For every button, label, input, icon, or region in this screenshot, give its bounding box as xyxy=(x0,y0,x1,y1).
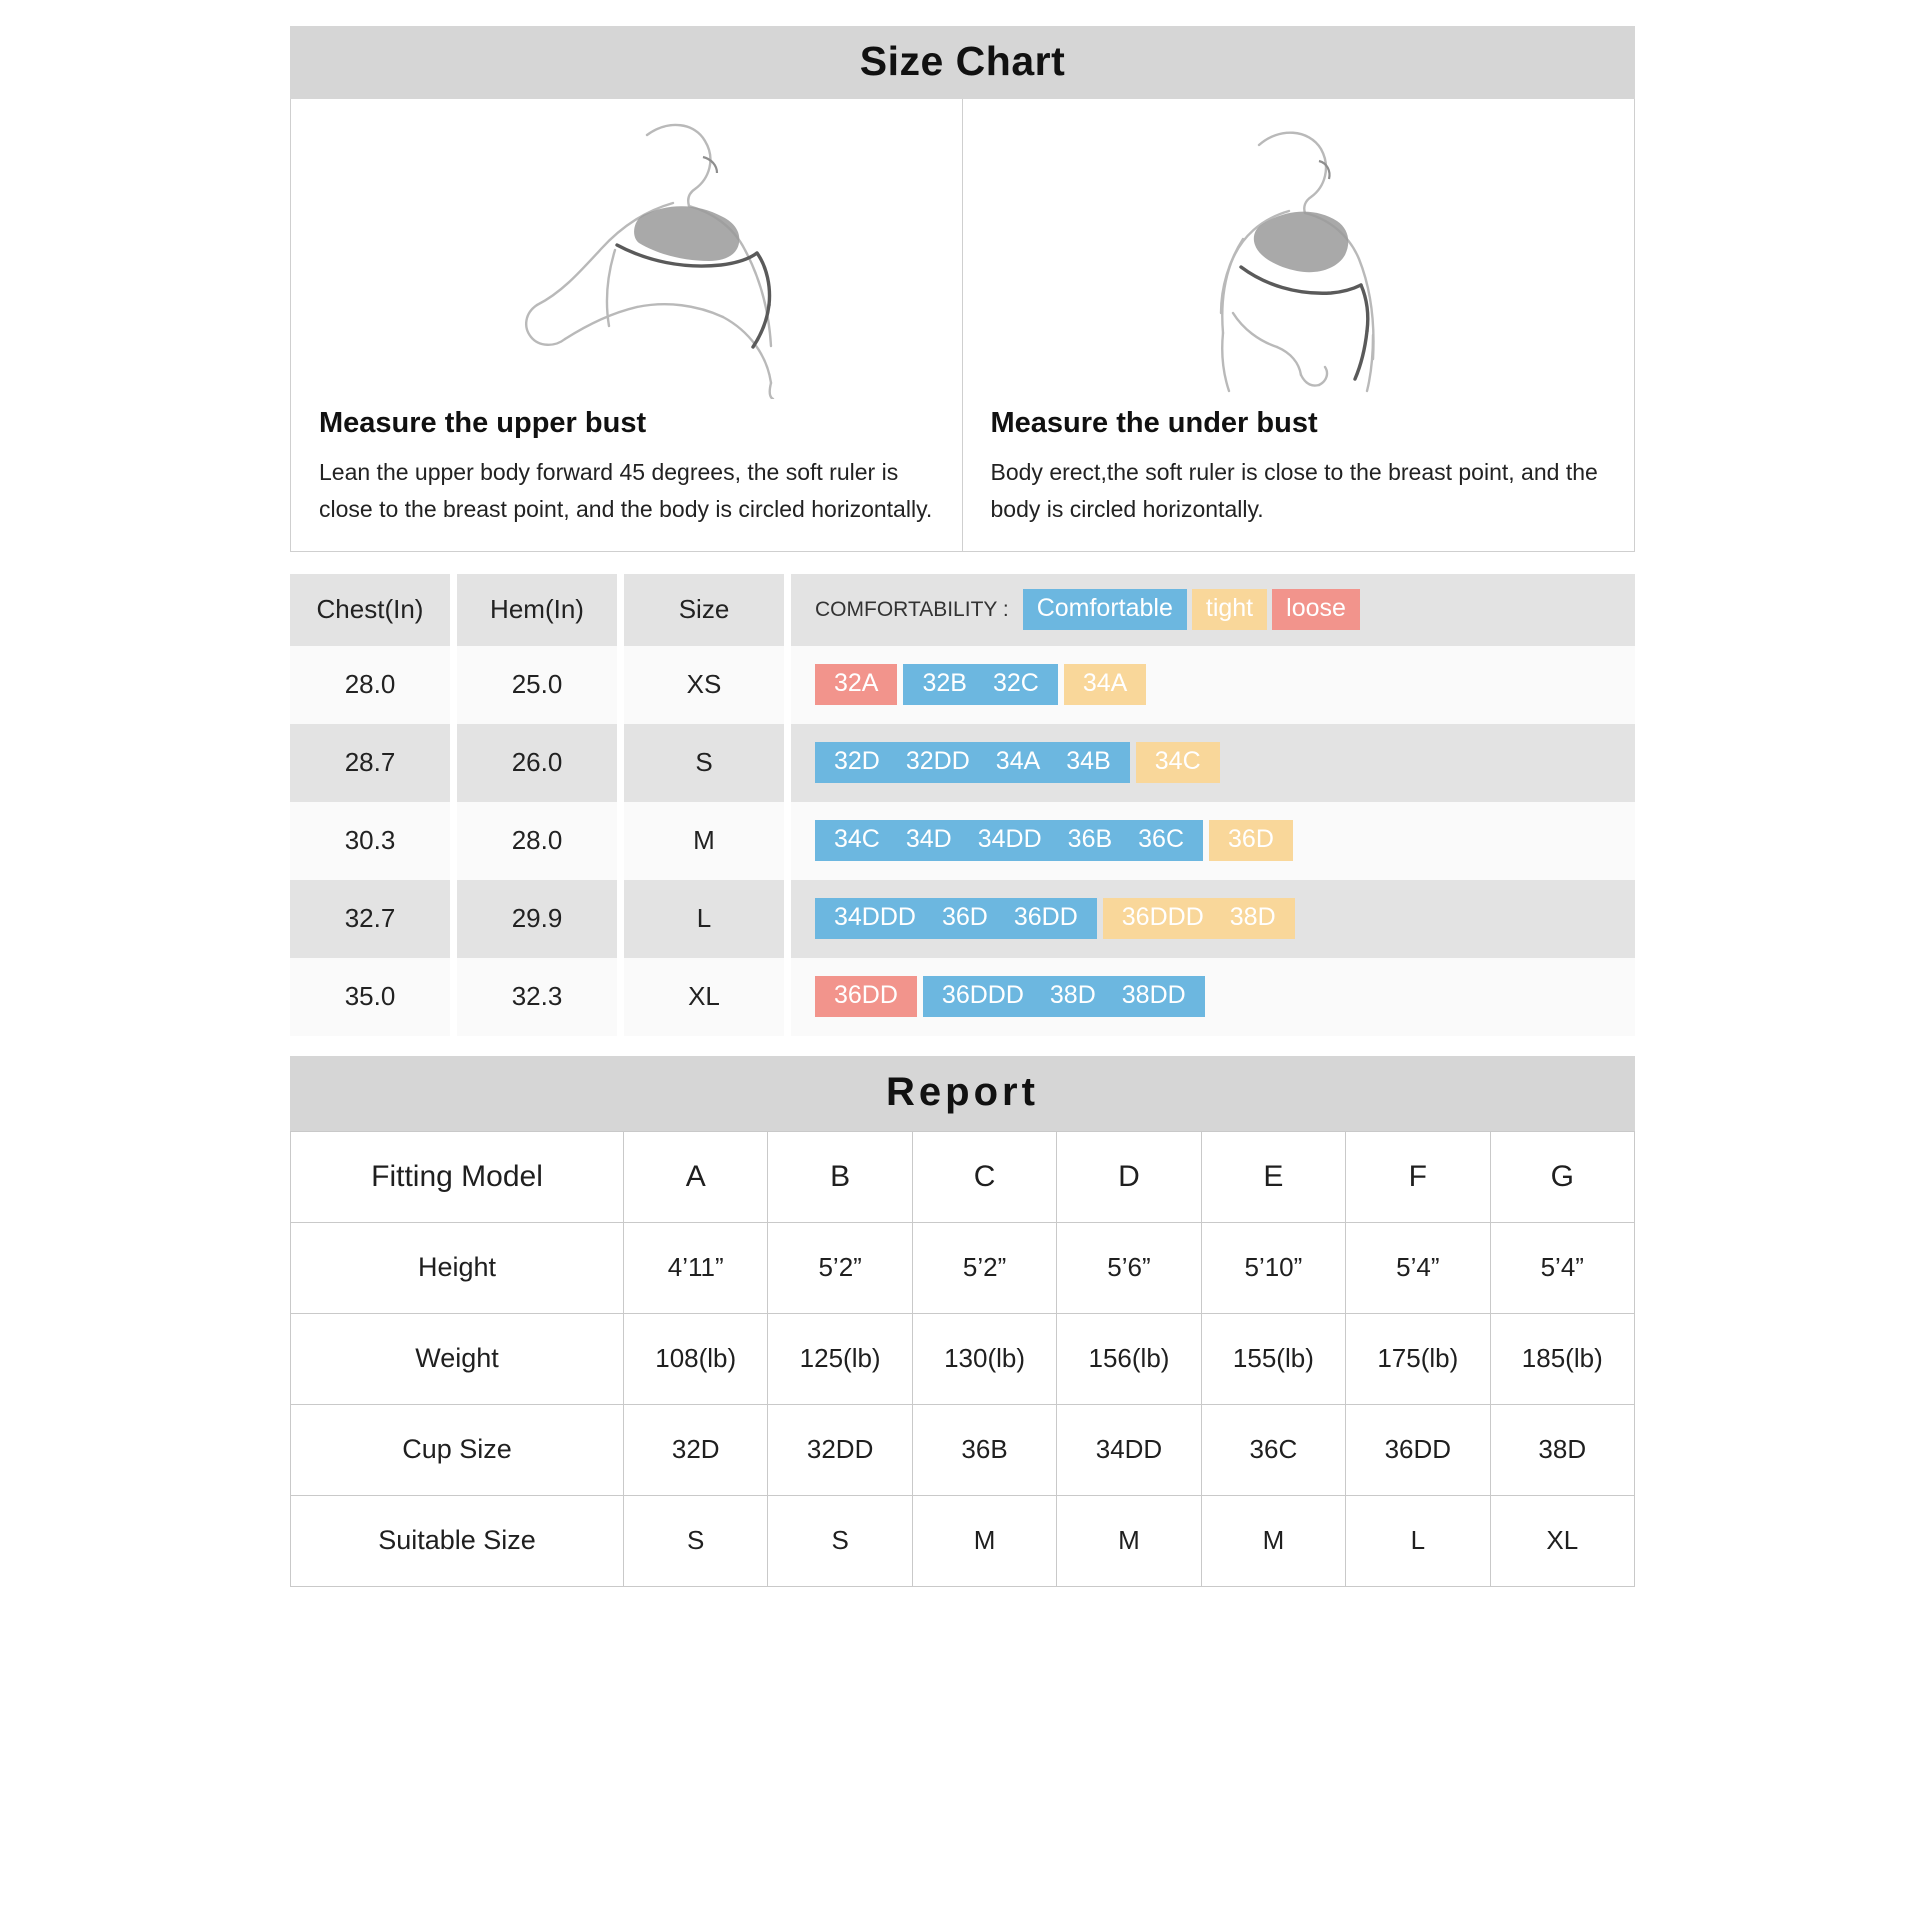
cup-size-chip: 36C xyxy=(1138,825,1185,853)
cup-run-red xyxy=(815,664,897,705)
report-cell: 32D xyxy=(624,1404,768,1495)
report-cell: 156(lb) xyxy=(1057,1313,1201,1404)
report-cell: 36C xyxy=(1201,1404,1345,1495)
panel-under-bust-heading: Measure the under bust xyxy=(990,407,1318,439)
report-cell: C xyxy=(912,1131,1056,1222)
table-spacer xyxy=(450,958,457,1036)
report-row-label: Suitable Size xyxy=(291,1495,624,1586)
cup-size-chip: 34D xyxy=(905,825,952,853)
report-row xyxy=(291,1313,1635,1404)
panel-under-bust-body: Body erect,the soft ruler is close to the breast point, and the body is circled horizontally. xyxy=(990,459,1598,523)
table-spacer xyxy=(784,574,791,646)
table-spacer xyxy=(617,958,624,1036)
size-cell-hem: 25.0 xyxy=(457,646,617,724)
size-table-row xyxy=(290,958,1635,1036)
report-cell: 5’4” xyxy=(1490,1222,1634,1313)
size-cell-chest: 28.0 xyxy=(290,646,450,724)
size-cell-size: M xyxy=(624,802,784,880)
size-table-header-size: Size xyxy=(624,574,784,646)
cup-run-yellow xyxy=(1064,664,1146,705)
report-table xyxy=(290,1131,1635,1587)
cup-size-chip: 38D xyxy=(1049,981,1096,1009)
table-spacer xyxy=(450,646,457,724)
report-cell: L xyxy=(1346,1495,1490,1586)
cup-size-chip: 36DD xyxy=(834,981,898,1009)
size-cell-hem: 32.3 xyxy=(457,958,617,1036)
report-cell: E xyxy=(1201,1131,1345,1222)
size-table-row xyxy=(290,802,1635,880)
cup-size-chip: 38D xyxy=(1229,903,1276,931)
report-cell: 155(lb) xyxy=(1201,1313,1345,1404)
size-chart-sheet xyxy=(290,26,1635,1587)
size-cell-hem: 26.0 xyxy=(457,724,617,802)
report-row xyxy=(291,1495,1635,1586)
cup-size-cell xyxy=(791,646,1635,724)
legend-chip-loose: loose xyxy=(1272,589,1360,631)
report-row-label: Weight xyxy=(291,1313,624,1404)
comfortability-label: COMFORTABILITY : xyxy=(815,597,1009,621)
size-table-row xyxy=(290,646,1635,724)
cup-run-blue xyxy=(903,664,1057,705)
report-cell: B xyxy=(768,1131,912,1222)
cup-size-chip: 38DD xyxy=(1121,981,1186,1009)
report-row xyxy=(291,1131,1635,1222)
report-cell: 125(lb) xyxy=(768,1313,912,1404)
report-cell: 108(lb) xyxy=(624,1313,768,1404)
legend-chip-tight: tight xyxy=(1192,589,1267,631)
upper-bust-measure-illustration xyxy=(291,99,962,399)
cup-run-blue xyxy=(923,976,1205,1017)
table-spacer xyxy=(617,802,624,880)
report-title: Report xyxy=(290,1056,1635,1131)
table-spacer xyxy=(784,958,791,1036)
report-cell: 5’6” xyxy=(1057,1222,1201,1313)
measure-panels xyxy=(290,99,1635,552)
report-cell: M xyxy=(912,1495,1056,1586)
cup-run-blue xyxy=(815,898,1097,939)
size-table-header-row xyxy=(290,574,1635,646)
page-title: Size Chart xyxy=(290,26,1635,99)
cup-size-chip: 32A xyxy=(834,669,879,697)
cup-size-chip: 34A xyxy=(1082,669,1128,697)
report-cell: 5’4” xyxy=(1346,1222,1490,1313)
report-cell: 185(lb) xyxy=(1490,1313,1634,1404)
report-cell: 130(lb) xyxy=(912,1313,1056,1404)
size-cell-size: L xyxy=(624,880,784,958)
cup-size-chip: 34DDD xyxy=(834,903,916,931)
panel-upper-bust-text xyxy=(291,407,962,551)
comfortability-legend xyxy=(791,574,1635,646)
cup-size-chip: 34B xyxy=(1066,747,1111,775)
cup-size-chip: 32DD xyxy=(905,747,970,775)
cup-size-cell xyxy=(791,958,1635,1036)
cup-size-chip: 32C xyxy=(992,669,1039,697)
cup-size-cell xyxy=(791,724,1635,802)
size-table-row xyxy=(290,880,1635,958)
cup-size-cell xyxy=(791,880,1635,958)
report-cell: M xyxy=(1201,1495,1345,1586)
panel-upper-bust-body: Lean the upper body forward 45 degrees, the soft ruler is close to the breast point, and the body is circled horizontally. xyxy=(319,459,933,523)
report-cell: F xyxy=(1346,1131,1490,1222)
table-spacer xyxy=(784,802,791,880)
cup-size-cell xyxy=(791,802,1635,880)
cup-size-chip: 36DDD xyxy=(1121,903,1204,931)
report-cell: S xyxy=(768,1495,912,1586)
report-cell: 5’2” xyxy=(768,1222,912,1313)
cup-size-chip: 36DDD xyxy=(941,981,1024,1009)
size-table-header-hem: Hem(In) xyxy=(457,574,617,646)
size-table-header-chest: Chest(In) xyxy=(290,574,450,646)
cup-size-chip: 32B xyxy=(922,669,967,697)
report-cell: 36DD xyxy=(1346,1404,1490,1495)
size-cell-hem: 29.9 xyxy=(457,880,617,958)
report-cell: D xyxy=(1057,1131,1201,1222)
report-cell: 34DD xyxy=(1057,1404,1201,1495)
report-cell: 5’2” xyxy=(912,1222,1056,1313)
panel-upper-bust xyxy=(291,99,963,551)
cup-size-chip: 36D xyxy=(1228,825,1274,853)
report-row-label: Fitting Model xyxy=(291,1131,624,1222)
cup-size-chip: 34C xyxy=(1154,747,1201,775)
report-cell: A xyxy=(624,1131,768,1222)
report-cell: 175(lb) xyxy=(1346,1313,1490,1404)
cup-size-chip: 34A xyxy=(995,747,1041,775)
table-spacer xyxy=(784,724,791,802)
panel-under-bust xyxy=(963,99,1635,551)
size-cell-hem: 28.0 xyxy=(457,802,617,880)
legend-chip-comfortable: Comfortable xyxy=(1023,589,1187,631)
size-cell-chest: 30.3 xyxy=(290,802,450,880)
report-row-label: Cup Size xyxy=(291,1404,624,1495)
size-cell-chest: 32.7 xyxy=(290,880,450,958)
report-cell: M xyxy=(1057,1495,1201,1586)
cup-size-chip: 36D xyxy=(941,903,988,931)
size-cell-size: S xyxy=(624,724,784,802)
cup-size-chip: 34DD xyxy=(977,825,1042,853)
report-cell: 4’11” xyxy=(624,1222,768,1313)
cup-run-yellow xyxy=(1103,898,1295,939)
size-cell-chest: 35.0 xyxy=(290,958,450,1036)
table-spacer xyxy=(784,646,791,724)
under-bust-measure-illustration xyxy=(963,99,1635,399)
cup-size-chip: 36DD xyxy=(1013,903,1078,931)
table-spacer xyxy=(617,880,624,958)
report-cell: 5’10” xyxy=(1201,1222,1345,1313)
report-cell: XL xyxy=(1490,1495,1634,1586)
size-cell-size: XL xyxy=(624,958,784,1036)
panel-upper-bust-heading: Measure the upper bust xyxy=(319,407,647,439)
report-row xyxy=(291,1404,1635,1495)
panel-under-bust-text xyxy=(963,407,1635,551)
table-spacer xyxy=(450,574,457,646)
cup-run-yellow xyxy=(1209,820,1293,861)
report-cell: 36B xyxy=(912,1404,1056,1495)
table-spacer xyxy=(617,574,624,646)
table-spacer xyxy=(617,724,624,802)
cup-run-blue xyxy=(815,820,1203,861)
cup-run-red xyxy=(815,976,917,1017)
report-cell: S xyxy=(624,1495,768,1586)
table-spacer xyxy=(784,880,791,958)
table-spacer xyxy=(450,724,457,802)
size-table-row xyxy=(290,724,1635,802)
cup-run-yellow xyxy=(1136,742,1220,783)
cup-run-blue xyxy=(815,742,1130,783)
cup-size-chip: 34C xyxy=(834,825,880,853)
report-cell: 38D xyxy=(1490,1404,1634,1495)
table-spacer xyxy=(450,880,457,958)
cup-size-chip: 36B xyxy=(1067,825,1113,853)
report-row xyxy=(291,1222,1635,1313)
size-cell-size: XS xyxy=(624,646,784,724)
size-table xyxy=(290,574,1635,1036)
report-row-label: Height xyxy=(291,1222,624,1313)
report-cell: 32DD xyxy=(768,1404,912,1495)
size-cell-chest: 28.7 xyxy=(290,724,450,802)
table-spacer xyxy=(617,646,624,724)
report-cell: G xyxy=(1490,1131,1634,1222)
cup-size-chip: 32D xyxy=(834,747,880,775)
table-spacer xyxy=(450,802,457,880)
